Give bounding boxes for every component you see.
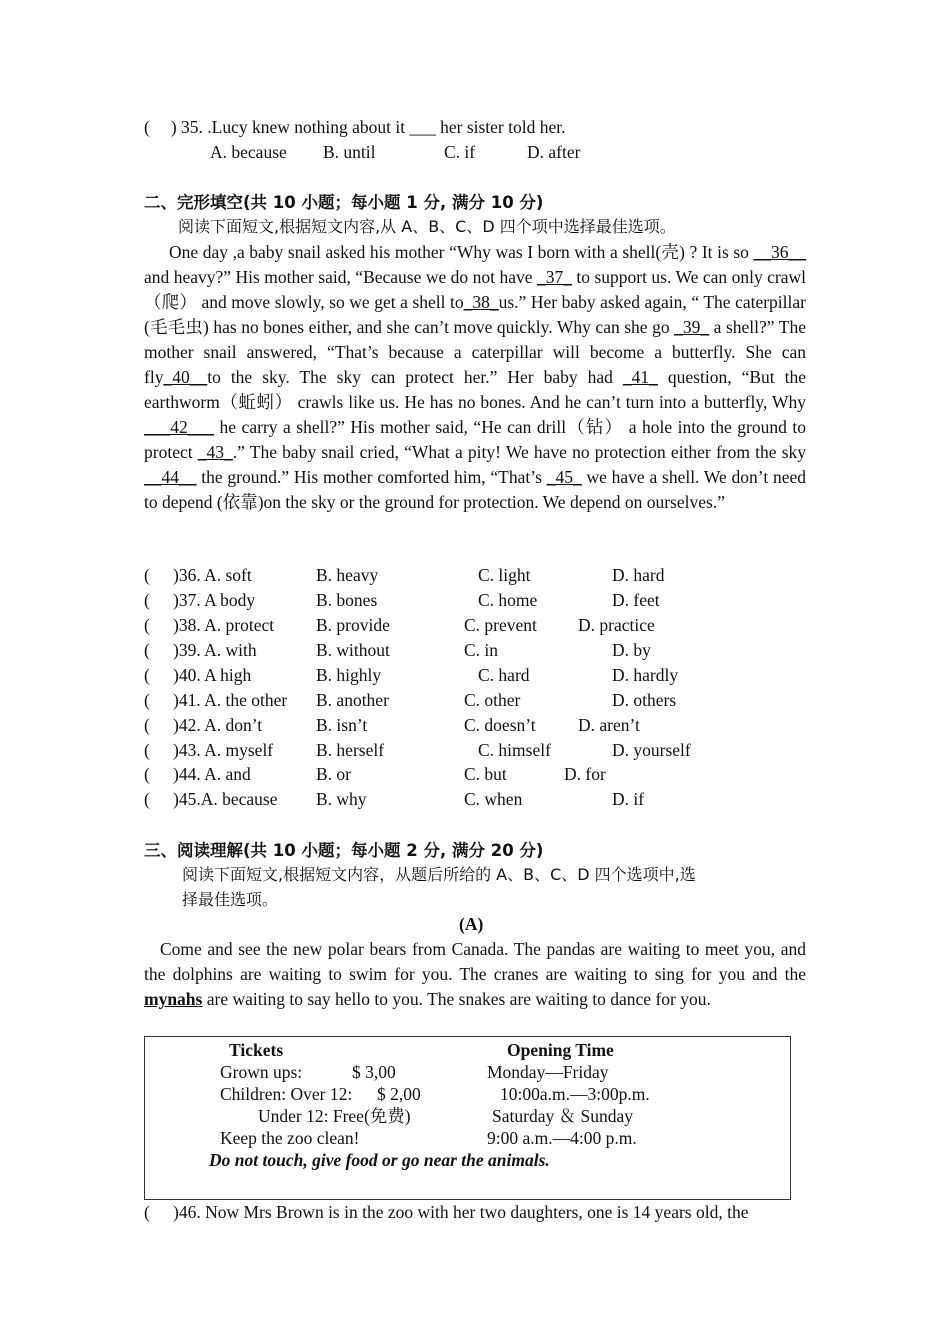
zoo-passage: Come and see the new polar bears from Canada. The pandas are waiting to meet you, and the dolphins are waiting to swim for you. The cranes are waiting to sing for you and the mynahs are waiting to say hello to you. The snakes are waiting to dance for you. bbox=[144, 939, 806, 1009]
section-3-instruction-line1: 阅读下面短文,根据短文内容，从题后所给的 A、B、C、D 四个选项中,选 bbox=[182, 865, 696, 884]
grown-ups-price: $ 3,00 bbox=[352, 1062, 396, 1082]
question-row-45: ( )45.A. because B. why C. when D. if bbox=[144, 789, 645, 809]
under-12-label: Under 12: Free(免费) bbox=[258, 1106, 411, 1126]
mynahs-word: mynahs bbox=[144, 989, 203, 1009]
blank-36: __36__ bbox=[753, 242, 806, 262]
children-over-label: Children: Over 12: bbox=[220, 1084, 353, 1104]
opening-time-title: Opening Time bbox=[507, 1040, 614, 1060]
blank-44: __44__ bbox=[144, 467, 197, 487]
warning-notice: Do not touch, give food or go near the animals. bbox=[209, 1150, 550, 1170]
question-35 bbox=[144, 115, 565, 140]
keep-clean-notice: Keep the zoo clean! bbox=[220, 1128, 360, 1148]
q35-option-b: B. until bbox=[323, 142, 376, 162]
weekend-label: Saturday ＆ Sunday bbox=[492, 1106, 633, 1126]
blank-39: _39_ bbox=[674, 317, 710, 337]
blank-38: _38_ bbox=[463, 292, 499, 312]
section-3-instruction-line2: 择最佳选项。 bbox=[182, 890, 279, 909]
question-row-41: ( )41. A. the other B. another C. other D. others bbox=[144, 690, 677, 710]
section-2-heading: 二、完形填空(共 10 小题；每小题 1 分, 满分 10 分) bbox=[144, 193, 544, 212]
question-row-38: ( )38. A. protect B. provide C. prevent D. practice bbox=[144, 615, 655, 635]
blank-43: _43_ bbox=[197, 442, 233, 462]
q35-option-a: A. because bbox=[210, 142, 287, 162]
question-row-39: ( )39. A. with B. without C. in D. by bbox=[144, 640, 651, 660]
tickets-title: Tickets bbox=[229, 1040, 284, 1060]
q35-option-d: D. after bbox=[527, 142, 581, 162]
question-row-37: ( )37. A body B. bones C. home D. feet bbox=[144, 590, 660, 610]
blank-42: ___42___ bbox=[144, 417, 214, 437]
question-row-42: ( )42. A. don’t B. isn’t C. doesn’t D. aren’t bbox=[144, 715, 640, 735]
question-row-40: ( )40. A high B. highly C. hard D. hardly bbox=[144, 665, 679, 685]
blank-41: _41_ bbox=[622, 367, 658, 387]
reading-part-label: (A) bbox=[459, 914, 484, 934]
children-over-price: $ 2,00 bbox=[377, 1084, 421, 1104]
question-stem: 35. .Lucy knew nothing about it ___ her sister told her. bbox=[181, 117, 566, 137]
weekend-time: 9:00 a.m.—4:00 p.m. bbox=[487, 1128, 637, 1148]
grown-ups-label: Grown ups: bbox=[220, 1062, 303, 1082]
question-row-44: ( )44. A. and B. or C. but D. for bbox=[144, 764, 606, 784]
blank-40: _40__ bbox=[163, 367, 208, 387]
question-row-36: ( )36. A. soft B. heavy C. light D. hard bbox=[144, 565, 665, 585]
section-2-instruction: 阅读下面短文,根据短文内容,从 A、B、C、D 四个项中选择最佳选项。 bbox=[178, 217, 676, 236]
question-row-43: ( )43. A. myself B. herself C. himself D. yourself bbox=[144, 740, 691, 760]
answer-paren-close: ) bbox=[170, 117, 177, 137]
blank-37: _37_ bbox=[536, 267, 572, 287]
question-row-46: ( )46. Now Mrs Brown is in the zoo with her two daughters, one is 14 years old, the bbox=[144, 1202, 749, 1222]
cloze-passage: One day ,a baby snail asked his mother “Why was I born with a shell(壳) ? It is so __36__ and heavy?” His mother said, “Because we do not have _37_ to support us. We can only crawl（爬） and move slowly, so we get a shell to_38_us.” Her baby asked again, “ The caterpillar (毛毛虫) has no bones either, and she can’t move quickly. Why can she go _39_ a shell?” The mother snail answered, “That’s because a caterpillar will become a butterfly. She can fly_40__to the sky. The sky can protect her.” Her baby had _41_ question, “But the earthworm（蚯蚓） crawls like us. He has no bones. And he can’t turn into a butterfly, Why ___42___ he carry a shell?” His mother said, “He can drill（钻） a hole into the ground to protect _43_.” The baby snail cried, “What a pity! We have no protection either from the sky __44__ the ground.” His mother comforted him, “That’s _45_ we have a shell. We don’t need to depend (依靠)on the sky or the ground for protection. We depend on ourselves.” bbox=[144, 242, 807, 512]
q35-option-c: C. if bbox=[444, 142, 476, 162]
section-3-heading: 三、阅读理解(共 10 小题；每小题 2 分, 满分 20 分) bbox=[144, 841, 544, 860]
blank-45: _45_ bbox=[546, 467, 582, 487]
weekday-time: 10:00a.m.—3:00p.m. bbox=[500, 1084, 650, 1104]
zoo-notice bbox=[144, 1036, 791, 1200]
answer-paren-open: ( bbox=[144, 117, 150, 137]
weekday-label: Monday—Friday bbox=[487, 1062, 609, 1082]
